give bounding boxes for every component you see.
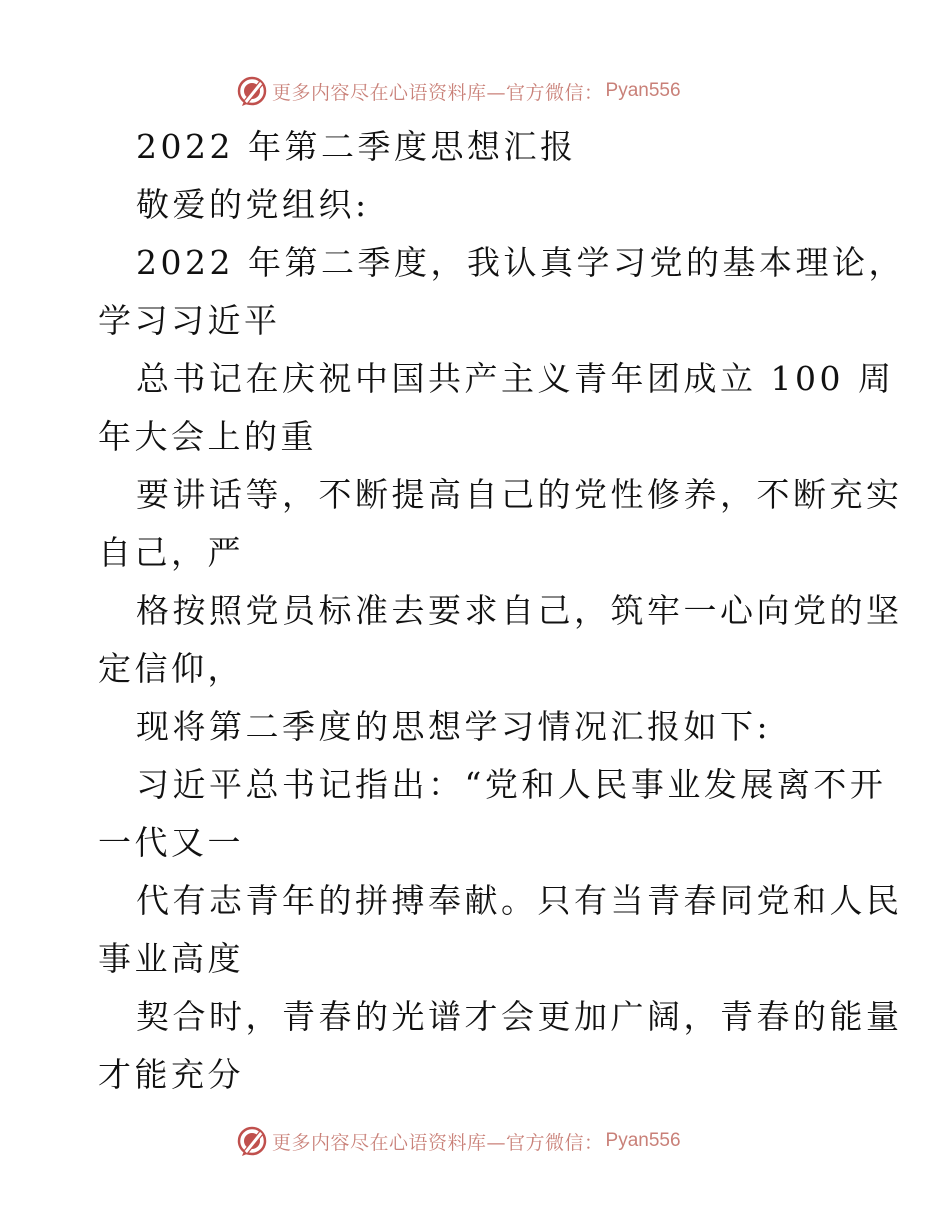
body-line: 定信仰，: [98, 649, 244, 688]
body-line: 自己，严: [98, 533, 244, 572]
body-line: 一代又一: [98, 823, 244, 862]
body-line: 事业高度: [98, 939, 244, 978]
footer-watermark-banner: [0, 1120, 950, 1160]
banner-wechat-id: Pyan556: [605, 1130, 681, 1151]
body-line: 学习习近平: [98, 301, 281, 340]
body-line: 代有志青年的拼搏奉献。只有当青春同党和人民: [136, 881, 903, 920]
banner-text: 更多内容尽在心语资料库—官方微信：: [272, 81, 604, 104]
body-line: 现将第二季度的思想学习情况汇报如下:: [136, 707, 772, 746]
body-line: 才能充分: [98, 1055, 244, 1094]
body-line: 总书记在庆祝中国共产主义青年团成立 100 周: [136, 359, 895, 398]
banner-wechat-id: Pyan556: [605, 80, 681, 101]
body-line: 年大会上的重: [98, 417, 317, 456]
header-watermark-banner: [0, 70, 950, 110]
pen-logo-icon: [236, 75, 268, 107]
body-line: 习近平总书记指出：“党和人民事业发展离不开: [136, 765, 887, 804]
salutation: 敬爱的党组织:: [136, 185, 370, 224]
body-line: 契合时，青春的光谱才会更加广阔，青春的能量: [136, 997, 903, 1036]
body-line: 格按照党员标准去要求自己，筑牢一心向党的坚: [136, 591, 903, 630]
document-title: 2022 年第二季度思想汇报: [136, 127, 577, 166]
body-line: 要讲话等，不断提高自己的党性修养，不断充实: [136, 475, 903, 514]
pen-logo-icon: [236, 1125, 268, 1157]
body-line: 2022 年第二季度，我认真学习党的基本理论，: [136, 243, 905, 282]
banner-text: 更多内容尽在心语资料库—官方微信：: [272, 1131, 604, 1154]
